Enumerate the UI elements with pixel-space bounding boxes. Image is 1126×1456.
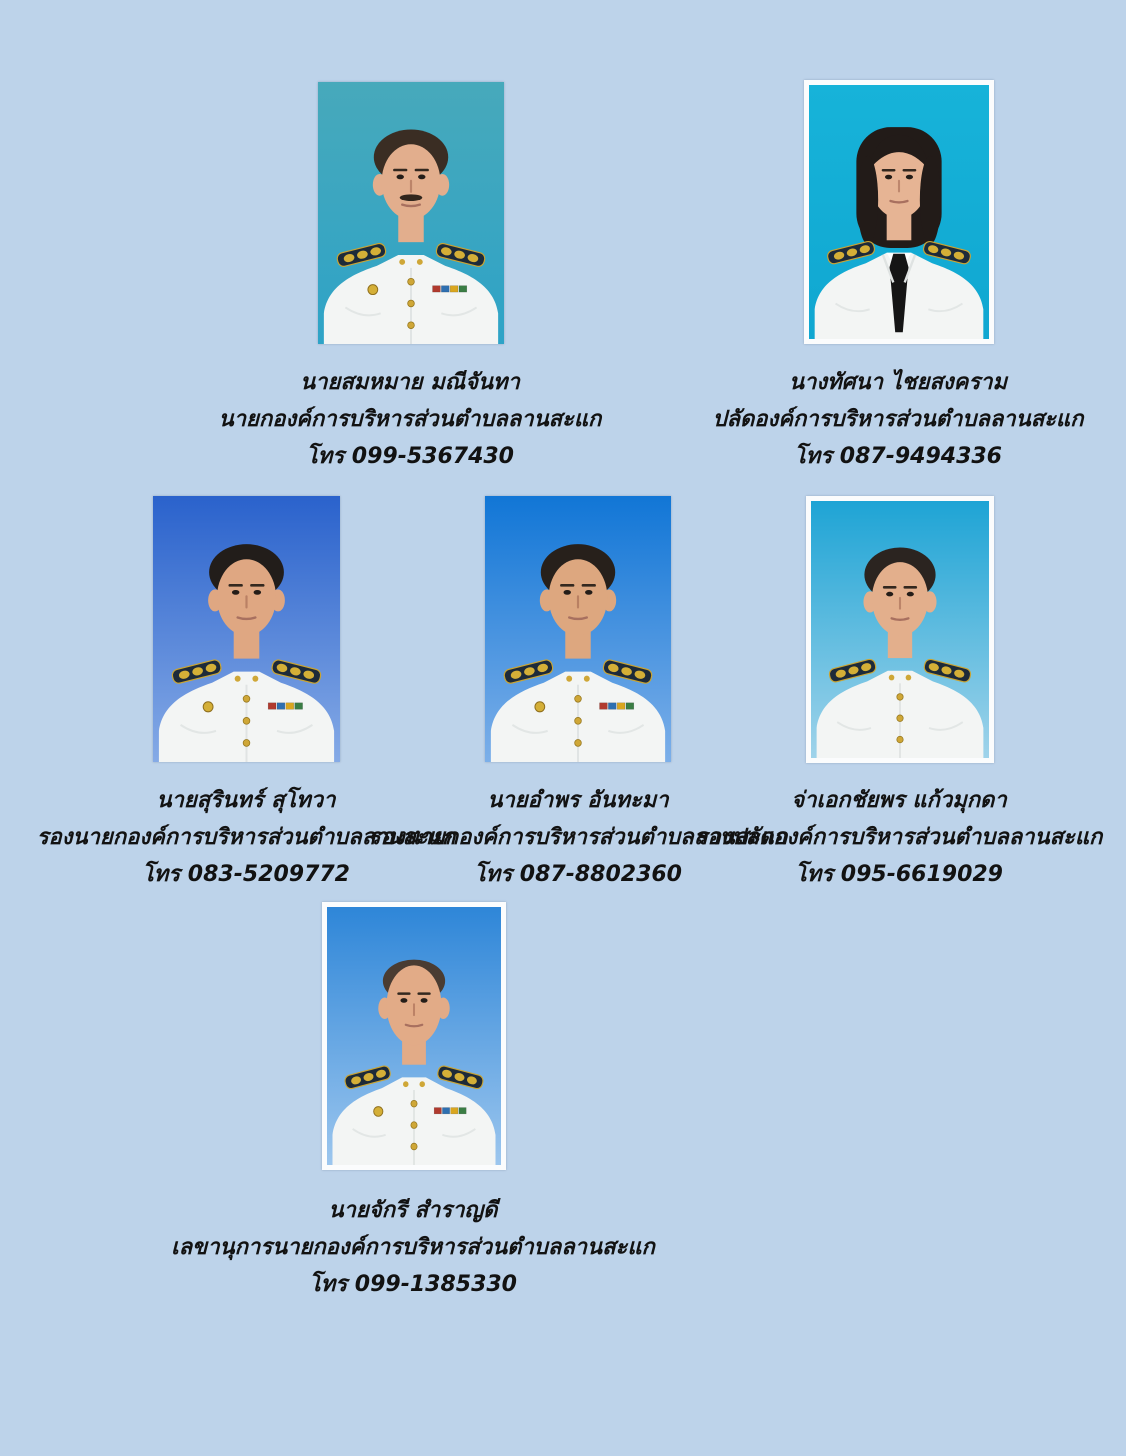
portrait-photo-6 — [322, 902, 506, 1170]
person-caption — [153, 1192, 673, 1303]
person-phone: โทร 095-6619029 — [794, 862, 1003, 887]
person-name: นายอำพร อันทะมา — [487, 788, 669, 813]
person-phone: โทร 087-8802360 — [473, 862, 682, 887]
portrait-photo-4 — [485, 496, 671, 762]
person-name: นายจักรี สำราญดี — [328, 1198, 498, 1223]
portrait-photo-3 — [153, 496, 340, 762]
person-caption — [638, 364, 1126, 475]
person-name: จ่าเอกชัยพร แก้วมุกดา — [791, 788, 1007, 813]
portrait-photo-5 — [806, 496, 994, 763]
portrait-photo-1 — [318, 82, 504, 344]
person-phone: โทร 099-5367430 — [305, 444, 514, 469]
person-caption — [639, 782, 1126, 893]
person-phone: โทร 099-1385330 — [308, 1272, 517, 1297]
person-title: รองนายกองค์การบริหารส่วนตำบลลานสะแก — [368, 825, 788, 850]
person-name: นายสมหมาย มณีจันทา — [300, 370, 520, 395]
person-phone: โทร 087-9494336 — [793, 444, 1002, 469]
person-title: ปลัดองค์การบริหารส่วนตำบลลานสะแก — [712, 407, 1084, 432]
person-caption — [150, 364, 670, 475]
person-phone: โทร 083-5209772 — [141, 862, 350, 887]
person-title: นายกองค์การบริหารส่วนตำบลลานสะแก — [218, 407, 602, 432]
person-title: เลขานุการนายกองค์การบริหารส่วนตำบลลานสะแก — [171, 1235, 655, 1260]
person-name: นางทัศนา ไชยสงคราม — [788, 370, 1008, 395]
person-name: นายสุรินทร์ สุโทวา — [156, 788, 336, 813]
person-title: รองปลัดองค์การบริหารส่วนตำบลลานสะแก — [695, 825, 1103, 850]
person-title: รองนายกองค์การบริหารส่วนตำบลลานสะแก — [36, 825, 456, 850]
portrait-photo-2 — [804, 80, 994, 344]
